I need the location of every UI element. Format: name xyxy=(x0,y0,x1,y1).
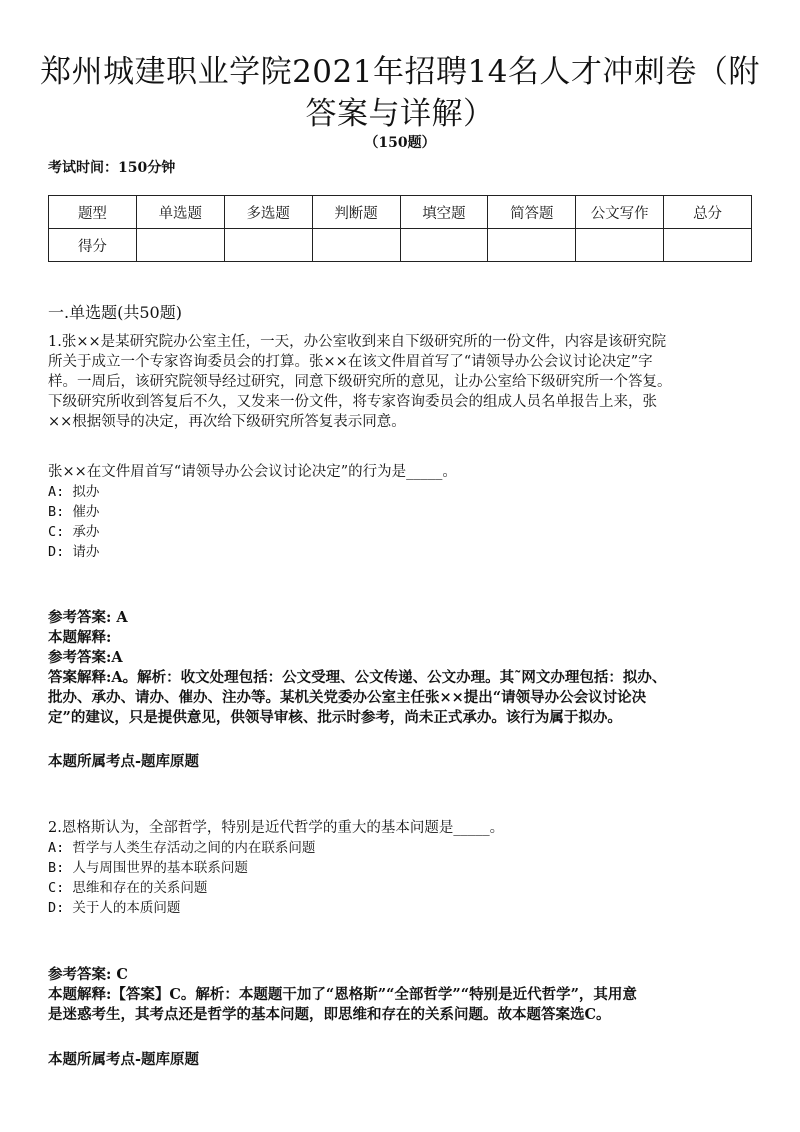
score-cell xyxy=(664,229,752,262)
option-a: A: 哲学与人类生存活动之间的内在联系问题 xyxy=(48,840,316,856)
score-cell xyxy=(488,229,576,262)
header-cell-type: 题型 xyxy=(49,196,137,229)
option-b: B: 人与周围世界的基本联系问题 xyxy=(48,860,248,876)
header-cell-multi: 多选题 xyxy=(224,196,312,229)
option-a: A: 拟办 xyxy=(48,484,100,500)
question-2-prompt: 2.恩格斯认为，全部哲学，特别是近代哲学的重大的基本问题是_____。 xyxy=(48,820,505,836)
analysis-line: 本题解释:【答案】C。解析：本题题干加了“恩格斯”“全部哲学”“特别是近代哲学”，其用意 xyxy=(48,986,637,1003)
question-1-options xyxy=(48,482,758,562)
question-1-prompt: 张××在文件眉首写“请领导办公会议讨论决定”的行为是_____。 xyxy=(48,464,457,480)
exam-time: 考试时间：150分钟 xyxy=(48,160,176,176)
question-1-stem xyxy=(48,332,758,432)
analysis-line: 定”的建议，只是提供意见，供领导审核、批示时参考，尚未正式承办。该行为属于拟办。 xyxy=(48,709,622,726)
score-table xyxy=(48,195,752,262)
header-cell-judge: 判断题 xyxy=(312,196,400,229)
question-2-answer xyxy=(48,965,758,1025)
stem-line: ××根据领导的决定，再次给下级研究所答复表示同意。 xyxy=(48,414,406,430)
analysis-line: 是迷惑考生，其考点还是哲学的基本问题，即思维和存在的关系问题。故本题答案选C。 xyxy=(48,1006,611,1023)
answer-line: 参考答案: A xyxy=(48,609,128,626)
question-2-options xyxy=(48,838,758,918)
question-count: （150题） xyxy=(364,135,436,151)
header-cell-fill: 填空题 xyxy=(400,196,488,229)
header-cell-writing: 公文写作 xyxy=(576,196,664,229)
analysis-label: 本题解释: xyxy=(48,629,112,646)
answer-line-2: 参考答案:A xyxy=(48,649,123,666)
score-cell xyxy=(312,229,400,262)
question-1-point: 本题所属考点-题库原题 xyxy=(48,753,200,770)
score-cell xyxy=(136,229,224,262)
score-cell xyxy=(400,229,488,262)
header-cell-total: 总分 xyxy=(664,196,752,229)
document-title-line-1: 郑州城建职业学院2021年招聘14名人才冲刺卷（附 xyxy=(40,54,760,90)
stem-line: 所关于成立一个专家咨询委员会的打算。张××在该文件眉首写了“请领导办公会议讨论决定”字 xyxy=(48,354,653,370)
score-cell xyxy=(576,229,664,262)
answer-line: 参考答案: C xyxy=(48,966,128,983)
row-label-score: 得分 xyxy=(49,229,137,262)
option-d: D: 请办 xyxy=(48,544,100,560)
stem-line: 下级研究所收到答复后不久，又发来一份文件，将专家咨询委员会的组成人员名单报告上来，张 xyxy=(48,394,657,410)
analysis-line: 答案解释:A。解析：收文处理包括：公文受理、公文传递、公文办理。其˜网文办理包括：拟办、 xyxy=(48,669,667,686)
header-cell-short: 简答题 xyxy=(488,196,576,229)
option-d: D: 关于人的本质问题 xyxy=(48,900,181,916)
score-cell xyxy=(224,229,312,262)
header-cell-single: 单选题 xyxy=(136,196,224,229)
option-c: C: 思维和存在的关系问题 xyxy=(48,880,208,896)
stem-line: 样。一周后，该研究院领导经过研究，同意下级研究所的意见，让办公室给下级研究所一个答复。 xyxy=(48,374,672,390)
section-heading: 一.单选题(共50题) xyxy=(48,303,182,322)
question-1-answer xyxy=(48,608,758,728)
question-2-point: 本题所属考点-题库原题 xyxy=(48,1051,200,1068)
document-title-line-2: 答案与详解） xyxy=(305,96,495,132)
option-c: C: 承办 xyxy=(48,524,100,540)
stem-line: 1.张××是某研究院办公室主任，一天，办公室收到来自下级研究所的一份文件，内容是该研究院 xyxy=(48,334,667,350)
analysis-line: 批办、承办、请办、催办、注办等。某机关党委办公室主任张××提出“请领导办公会议讨论决 xyxy=(48,689,647,706)
option-b: B: 催办 xyxy=(48,504,100,520)
score-table-header-row xyxy=(49,196,752,229)
score-table-score-row xyxy=(49,229,752,262)
